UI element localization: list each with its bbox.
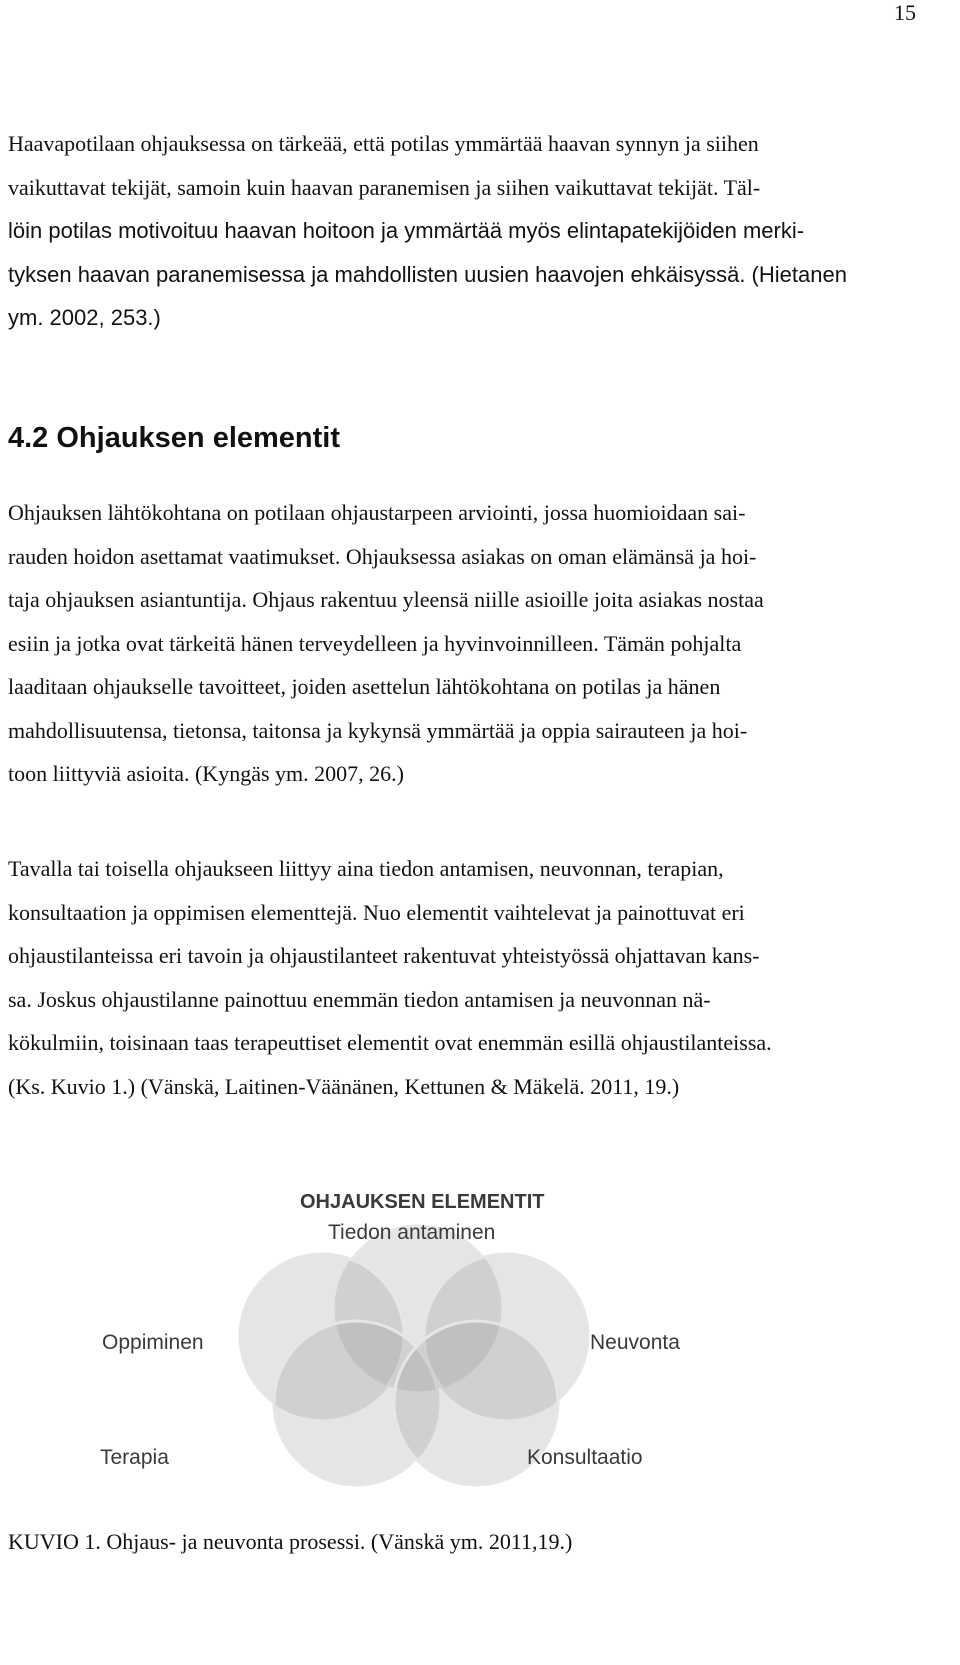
text-line: Ohjauksen lähtökohtana on potilaan ohjaustarpeen arviointi, jossa huomioidaan sai- (8, 500, 746, 525)
text-line: vaikuttavat tekijät, samoin kuin haavan paranemisen ja siihen vaikuttavat tekijät. Täl- (8, 174, 761, 200)
text-line: konsultaation ja oppimisen elementtejä. Nuo elementit vaihtelevat ja painottuvat eri (8, 899, 745, 925)
text-line: mahdollisuutensa, tietonsa, taitonsa ja kykynsä ymmärtää ja oppia sairauteen ja hoi- (8, 717, 748, 743)
text-line: Haavapotilaan ohjauksessa on tärkeää, että potilas ymmärtää haavan synnyn ja siihen (8, 131, 759, 156)
figure-caption: KUVIO 1. Ohjaus- ja neuvonta prosessi. (Vänskä ym. 2011,19.) (8, 1529, 573, 1554)
text-line: löin potilas motivoituu haavan hoitoon ja ymmärtää myös elintapatekijöiden merki- (8, 218, 805, 243)
label-oppiminen: Oppiminen (102, 1331, 204, 1354)
text-line: esiin ja jotka ovat tärkeitä hänen terveydelleen ja hyvinvoinnilleen. Tämän pohjalta (8, 630, 742, 656)
label-konsultaatio: Konsultaatio (527, 1446, 643, 1469)
paragraph-elements (8, 491, 908, 796)
figure-title: OHJAUKSEN ELEMENTIT (300, 1191, 545, 1213)
text-line: kökulmiin, toisinaan taas terapeuttiset elementit ovat enemmän esillä ohjaustilanteissa. (8, 1030, 772, 1055)
label-terapia: Terapia (100, 1446, 169, 1469)
text-line: sa. Joskus ohjaustilanne painottuu enemmän tiedon antamisen ja neuvonnan nä- (8, 986, 711, 1012)
text-line: rauden hoidon asettamat vaatimukset. Ohjauksessa asiakas on oman elämänsä ja hoi- (8, 543, 757, 569)
text-line: Tavalla tai toisella ohjaukseen liittyy aina tiedon antamisen, neuvonnan, terapian, (8, 856, 724, 881)
section-heading: 4.2 Ohjauksen elementit (8, 422, 341, 454)
venn-diagram (90, 1175, 730, 1505)
text-line: laaditaan ohjaukselle tavoitteet, joiden asettelun lähtökohtana on potilas ja hänen (8, 674, 721, 699)
text-line: (Ks. Kuvio 1.) (Vänskä, Laitinen-Väänänen, Kettunen & Mäkelä. 2011, 19.) (8, 1073, 680, 1099)
text-line: taja ohjauksen asiantuntija. Ohjaus rakentuu yleensä niille asioille joita asiakas nostaa (8, 587, 764, 612)
label-neuvonta: Neuvonta (590, 1331, 680, 1354)
paragraph-guidance (8, 847, 908, 1108)
text-line: ym. 2002, 253.) (8, 305, 161, 330)
text-line: ohjaustilanteissa eri tavoin ja ohjaustilanteet rakentuvat yhteistyössä ohjattavan kans- (8, 943, 760, 968)
figure-guidance-elements (90, 1175, 730, 1505)
paragraph-intro (8, 122, 908, 340)
text-line: tyksen haavan paranemisessa ja mahdollisten uusien haavojen ehkäisyssä. (Hietanen (8, 261, 847, 287)
label-tiedon-antaminen: Tiedon antaminen (328, 1221, 496, 1244)
page-number: 15 (894, 0, 916, 25)
text-line: toon liittyviä asioita. (Kyngäs ym. 2007, 26.) (8, 761, 404, 786)
